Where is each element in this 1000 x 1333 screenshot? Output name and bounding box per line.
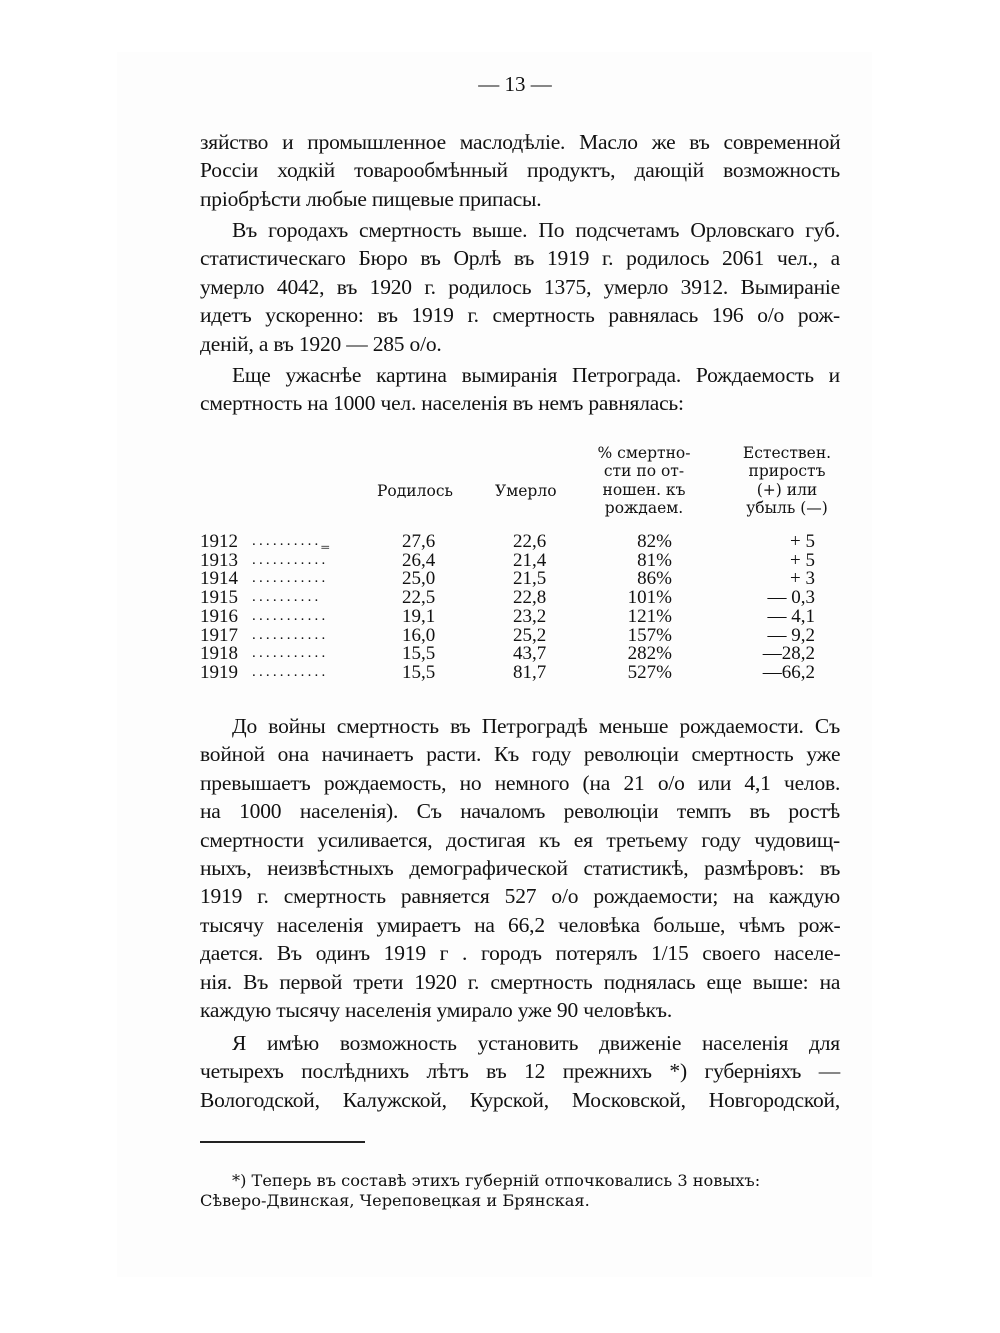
footnote-line: *) Теперь въ составѣ этихъ губерній отпочковались 3 новыхъ: bbox=[232, 1171, 761, 1190]
cell-born: 27,6 bbox=[402, 531, 436, 552]
text-line: идетъ ускоренно: въ 1919 г. смертность равнялась 196 о/о рож- bbox=[200, 303, 840, 328]
text-line: Въ городахъ смертность выше. По подсчетамъ Орловскаго губ. bbox=[232, 218, 840, 242]
cell-year: 1919 bbox=[200, 661, 238, 683]
table-row bbox=[200, 532, 840, 551]
text-line: 1919 г. смертность равняется 527 о/о рождаемости; на каждую bbox=[200, 884, 840, 909]
text-line: войной она начинаетъ расти. Къ году революціи смертность уже bbox=[200, 742, 841, 767]
cell-year: 1913 bbox=[200, 549, 238, 571]
cell-year: 1916 bbox=[200, 605, 238, 627]
cell-natural: + 5 bbox=[790, 531, 815, 552]
text-line: пріобрѣсти любые пищевые припасы. bbox=[200, 186, 542, 211]
cell-born: 15,5 bbox=[402, 661, 436, 683]
cell-died: 81,7 bbox=[513, 661, 547, 683]
cell-died: 43,7 bbox=[513, 643, 547, 665]
cell-year: 1918 bbox=[200, 643, 238, 665]
cell-born: 25,0 bbox=[402, 568, 436, 590]
page-number: — 13 — bbox=[478, 72, 552, 96]
cell-died: 22,6 bbox=[513, 531, 547, 552]
text-line: До войны смертность въ Петроградѣ меньше рождаемости. Съ bbox=[232, 714, 840, 738]
paragraph-3 bbox=[200, 361, 840, 418]
table-header-natural-growth: Естествен. приростъ (+) или убыль (—) bbox=[742, 444, 832, 518]
table-row bbox=[200, 588, 840, 607]
text-line: Вологодской, Калужской, Курской, Московской, Новгородской, bbox=[200, 1087, 840, 1112]
paragraph-1 bbox=[200, 128, 840, 213]
table-row bbox=[200, 551, 840, 570]
text-line: зяйство и промышленное маслодѣліе. Масло же въ современной bbox=[200, 130, 841, 154]
table-header-died: Умерло bbox=[495, 482, 557, 500]
cell-born: 26,4 bbox=[402, 549, 436, 571]
text-line: деній, а въ 1920 — 285 о/о. bbox=[200, 331, 442, 356]
cell-natural: —66,2 bbox=[762, 661, 815, 683]
text-line: четырехъ послѣднихъ лѣтъ въ 12 прежнихъ *) губерніяхъ — bbox=[200, 1059, 840, 1084]
paragraph-2 bbox=[200, 216, 840, 358]
footnote-line: Сѣверо-Двинская, Череповецкая и Брянская. bbox=[200, 1191, 590, 1210]
cell-natural: — 0,3 bbox=[767, 587, 815, 609]
cell-natural: — 9,2 bbox=[767, 624, 815, 646]
leader-dots: ........... bbox=[252, 607, 329, 624]
leader-dots: ........... bbox=[252, 551, 329, 568]
cell-pct: 101% bbox=[627, 587, 672, 609]
leader-dots: ..........‗ bbox=[252, 533, 333, 549]
table-row bbox=[200, 607, 840, 626]
paragraph-5 bbox=[200, 1029, 840, 1114]
leader-dots: ........... bbox=[252, 663, 329, 680]
text-line: Я имѣю возможность установить движеніе населенія для bbox=[232, 1031, 840, 1055]
text-line: дается. Въ одинъ 1919 г . городъ потерялъ 1/15 своего населе- bbox=[200, 941, 841, 966]
text-line: Еще ужаснѣе картина вымиранія Петрограда. Рождаемость и bbox=[232, 363, 840, 387]
table-row bbox=[200, 644, 840, 663]
text-line: каждую тысячу населенія умирало уже 90 человѣкъ. bbox=[200, 998, 673, 1023]
table-header-mortality-pct: % смертно- сти по от- ношен. къ рождаем. bbox=[597, 444, 691, 518]
cell-pct: 527% bbox=[627, 661, 672, 683]
text-line: статистическаго Бюро въ Орлѣ въ 1919 г. родилось 2061 чел., а bbox=[200, 246, 840, 271]
cell-born: 22,5 bbox=[402, 587, 436, 609]
cell-pct: 82% bbox=[637, 531, 672, 552]
cell-born: 16,0 bbox=[402, 624, 436, 646]
cell-pct: 86% bbox=[637, 568, 672, 590]
text-line: смертность на 1000 чел. населенія въ немъ равнялась: bbox=[200, 391, 684, 416]
table-header-born: Родилось bbox=[377, 482, 453, 500]
cell-died: 21,5 bbox=[513, 568, 547, 590]
text-line: тысячу населенія умираетъ на 66,2 человѣка больше, чѣмъ рож- bbox=[200, 912, 841, 937]
cell-year: 1917 bbox=[200, 624, 238, 646]
footnote bbox=[200, 1171, 840, 1211]
leader-dots: .......... bbox=[252, 589, 322, 606]
cell-year: 1912 bbox=[200, 531, 238, 552]
paragraph-4 bbox=[200, 712, 840, 1024]
footnote-divider bbox=[200, 1141, 365, 1143]
leader-dots: ........... bbox=[252, 645, 329, 662]
text-line: умерло 4042, въ 1920 г. родилось 1375, умерло 3912. Вымираніе bbox=[200, 274, 840, 299]
cell-died: 22,8 bbox=[513, 587, 547, 609]
cell-born: 15,5 bbox=[402, 643, 436, 665]
cell-died: 23,2 bbox=[513, 605, 547, 627]
cell-died: 21,4 bbox=[513, 549, 547, 571]
cell-died: 25,2 bbox=[513, 624, 547, 646]
text-line: на 1000 населенія). Съ началомъ революціи темпъ въ ростѣ bbox=[200, 799, 840, 824]
cell-year: 1915 bbox=[200, 587, 238, 609]
cell-natural: —28,2 bbox=[762, 643, 815, 665]
text-line: нія. Въ первой трети 1920 г. смертность поднялась еще выше: на bbox=[200, 969, 841, 994]
table-row bbox=[200, 663, 840, 682]
cell-born: 19,1 bbox=[402, 605, 436, 627]
cell-year: 1914 bbox=[200, 568, 238, 590]
cell-pct: 121% bbox=[627, 605, 672, 627]
cell-pct: 81% bbox=[637, 549, 672, 571]
cell-pct: 282% bbox=[627, 643, 672, 665]
cell-natural: + 5 bbox=[790, 549, 815, 571]
text-line: превышаетъ рождаемость, но немного (на 21 о/о или 4,1 челов. bbox=[200, 770, 841, 795]
text-line: смертности усиливается, достигая къ ея третьему году чудовищ- bbox=[200, 827, 841, 852]
text-line: ныхъ, неизвѣстныхъ демографической статистикѣ, размѣровъ: въ bbox=[200, 856, 841, 881]
text-line: Россіи ходкій товарообмѣнный продуктъ, дающій возможность bbox=[200, 158, 841, 183]
cell-natural: — 4,1 bbox=[767, 605, 815, 627]
cell-pct: 157% bbox=[627, 624, 672, 646]
leader-dots: ........... bbox=[252, 626, 329, 643]
table-row bbox=[200, 626, 840, 645]
cell-natural: + 3 bbox=[790, 568, 815, 590]
leader-dots: ........... bbox=[252, 570, 329, 587]
table-row bbox=[200, 569, 840, 588]
